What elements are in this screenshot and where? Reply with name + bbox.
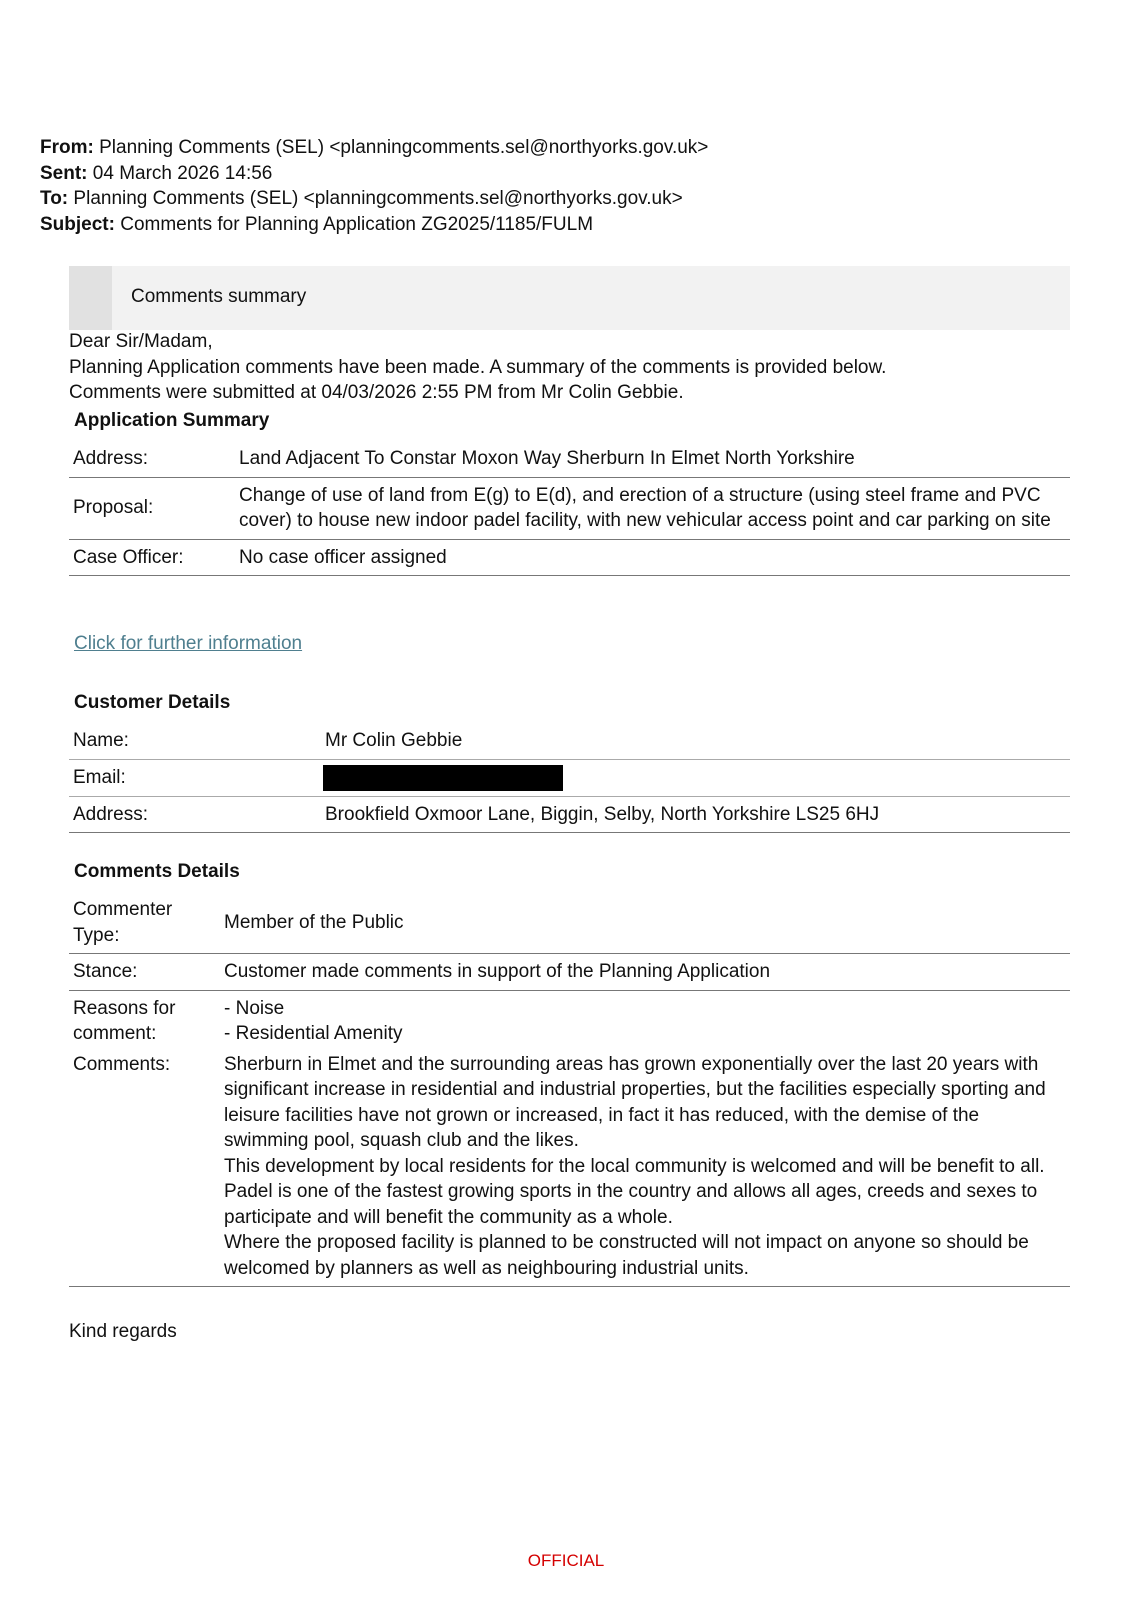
sent-label: Sent:	[40, 162, 88, 184]
name-value: Mr Colin Gebbie	[321, 723, 1070, 759]
subject-label: Subject:	[40, 213, 115, 235]
sent-value: 04 March 2026 14:56	[92, 162, 273, 184]
banner-accent	[69, 266, 112, 330]
table-row	[69, 1052, 1070, 1287]
comments-label: Comments:	[69, 1052, 220, 1287]
subject-value: Comments for Planning Application ZG2025/1185/FULM	[120, 213, 594, 235]
redaction-block	[323, 765, 563, 791]
reasons-value	[220, 990, 1070, 1052]
table-row	[69, 796, 1070, 833]
comments-summary-banner	[69, 266, 1070, 330]
comment-paragraph: Sherburn in Elmet and the surrounding areas has grown exponentially over the last 20 years with significant increase in residential and industrial properties, but the facilities especially sporting and leisure facilities have not grown or increased, in fact it has reduced, with the demise of the swimming pool, squash club and the likes.	[224, 1053, 1046, 1151]
closing-text: Kind regards	[69, 1321, 177, 1342]
address-value: Land Adjacent To Constar Moxon Way Sherburn In Elmet North Yorkshire	[235, 441, 1070, 477]
table-row	[69, 759, 1070, 796]
customer-details-table	[69, 723, 1070, 833]
to-label: To:	[40, 188, 69, 209]
address-label: Address:	[69, 441, 235, 477]
stance-value: Customer made comments in support of the Planning Application	[220, 954, 1070, 991]
application-summary-title: Application Summary	[74, 410, 270, 431]
to-value: Planning Comments (SEL) <planningcomments.sel@northyorks.gov.uk>	[73, 188, 683, 209]
table-row	[69, 441, 1070, 477]
reason-item: - Residential Amenity	[224, 1023, 403, 1044]
customer-address-label: Address:	[69, 796, 321, 833]
reasons-label: Reasons for comment:	[73, 997, 176, 1044]
table-row	[69, 954, 1070, 991]
email-label: Email:	[69, 759, 321, 796]
further-information-link[interactable]: Click for further information	[74, 633, 303, 654]
table-row	[69, 990, 1070, 1052]
commenter-type-label: Commenter Type:	[69, 892, 220, 954]
official-footer: OFFICIAL	[527, 1551, 605, 1570]
proposal-value: Change of use of land from E(g) to E(d), and erection of a structure (using steel frame and PVC cover) to house new indoor padel facility, with new vehicular access point and car parking on site	[235, 477, 1070, 539]
comments-details-table	[69, 892, 1070, 1287]
customer-details-title: Customer Details	[74, 692, 231, 713]
greeting: Dear Sir/Madam,	[69, 331, 213, 352]
comment-paragraph: Where the proposed facility is planned to be constructed will not impact on anyone so should be welcomed by planners as well as neighbouring industrial units.	[224, 1232, 1029, 1279]
email-value	[321, 759, 1070, 796]
intro-text	[69, 329, 886, 406]
intro-line-2: Comments were submitted at 04/03/2026 2:55 PM from Mr Colin Gebbie.	[69, 382, 684, 403]
comment-paragraph: This development by local residents for the local community is welcomed and will be benefit to all. Padel is one of the fastest growing sports in the country and allows all ages, creeds and sexes to participate and will benefit the community as a whole.	[224, 1155, 1045, 1228]
comments-details-title: Comments Details	[74, 861, 240, 882]
from-label: From:	[40, 137, 94, 158]
table-row	[69, 539, 1070, 576]
comments-value	[220, 1052, 1070, 1287]
banner-title: Comments summary	[131, 286, 307, 307]
email-header	[40, 135, 708, 237]
table-row	[69, 892, 1070, 954]
from-value: Planning Comments (SEL) <planningcomments.sel@northyorks.gov.uk>	[99, 137, 709, 158]
table-row	[69, 723, 1070, 759]
commenter-type-value: Member of the Public	[220, 892, 1070, 954]
customer-address-value: Brookfield Oxmoor Lane, Biggin, Selby, North Yorkshire LS25 6HJ	[321, 796, 1070, 833]
stance-label: Stance:	[69, 954, 220, 991]
table-row	[69, 477, 1070, 539]
application-summary-table	[69, 441, 1070, 576]
case-officer-value: No case officer assigned	[235, 539, 1070, 576]
reason-item: - Noise	[224, 997, 285, 1019]
name-label: Name:	[69, 723, 321, 759]
case-officer-label: Case Officer:	[69, 539, 235, 576]
proposal-label: Proposal:	[69, 477, 235, 539]
intro-line-1: Planning Application comments have been made. A summary of the comments is provided below.	[69, 356, 887, 378]
